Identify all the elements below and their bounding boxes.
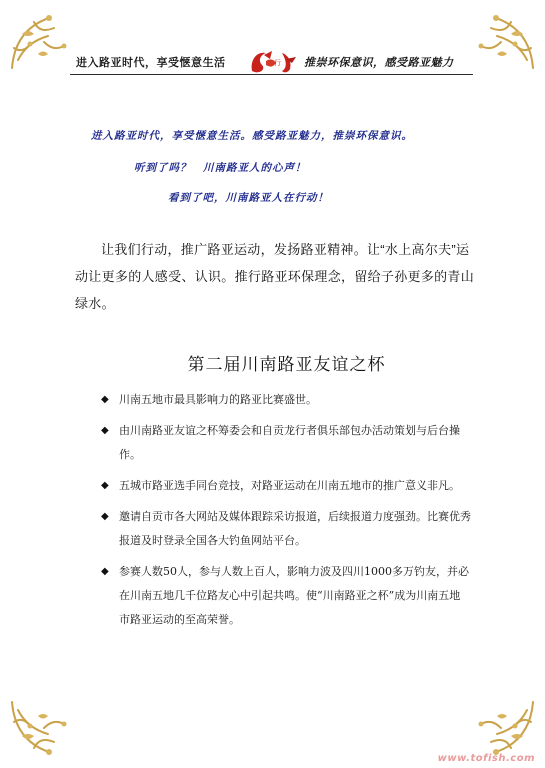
longxingzhe-logo-icon xyxy=(246,47,300,77)
list-item-text: 由川南路亚友谊之杯筹委会和自贡龙行者俱乐部包办活动策划与后台操作。 xyxy=(119,424,460,461)
list-item-text: 五城市路亚选手同台竞技，对路亚运动在川南五地市的推广意义非凡。 xyxy=(119,479,460,492)
page-header xyxy=(0,47,545,77)
list-item xyxy=(101,505,471,553)
list-item xyxy=(101,560,471,632)
blue-slogan-line: 进入路亚时代，享受惬意生活。感受路亚魅力，推崇环保意识。 xyxy=(91,130,413,142)
header-divider xyxy=(70,74,473,75)
diamond-bullet-icon: ◆ xyxy=(101,394,109,405)
site-watermark: www.tofish.com xyxy=(437,753,535,764)
diamond-bullet-icon: ◆ xyxy=(101,425,109,436)
intro-paragraph: 让我们行动，推广路亚运动，发扬路亚精神。让“水上高尔夫”运动让更多的人感受、认识。推行路亚环保理念，留给子孙更多的青山绿水。 xyxy=(75,242,475,311)
bullet-list xyxy=(101,388,471,639)
diamond-bullet-icon: ◆ xyxy=(101,480,109,491)
blue-slogan-line: 听到了吗？ 川南路亚人的心声！ xyxy=(134,162,307,174)
header-slogan-right: 推崇环保意识，感受路亚魅力 xyxy=(304,56,454,69)
corner-ornament-icon xyxy=(4,692,74,762)
corner-ornament-icon xyxy=(471,692,541,762)
section-title-text: 第二届川南路亚友谊之杯 xyxy=(187,355,386,374)
diamond-bullet-icon: ◆ xyxy=(101,511,109,522)
diamond-bullet-icon: ◆ xyxy=(101,566,109,577)
list-item-text: 邀请自贡市各大网站及媒体跟踪采访报道，后续报道力度强劲。比赛优秀报道及时登录全国各大钓鱼网站平台。 xyxy=(119,510,471,547)
list-item-text: 川南五地市最具影响力的路亚比赛盛世。 xyxy=(119,393,317,406)
svg-text:行: 行 xyxy=(274,59,281,67)
list-item xyxy=(101,388,471,412)
header-slogan-left: 进入路亚时代，享受惬意生活 xyxy=(76,56,226,69)
list-item xyxy=(101,474,471,498)
blue-slogan-line: 看到了吧，川南路亚人在行动！ xyxy=(168,192,329,204)
section-title xyxy=(0,350,545,375)
list-item-text: 参赛人数50人，参与人数上百人，影响力波及四川1000多万钓友，并必在川南五地几千位路友心中引起共鸣。使“川南路亚之杯”成为川南五地市路亚运动的至高荣誉。 xyxy=(119,565,469,626)
list-item xyxy=(101,419,471,467)
